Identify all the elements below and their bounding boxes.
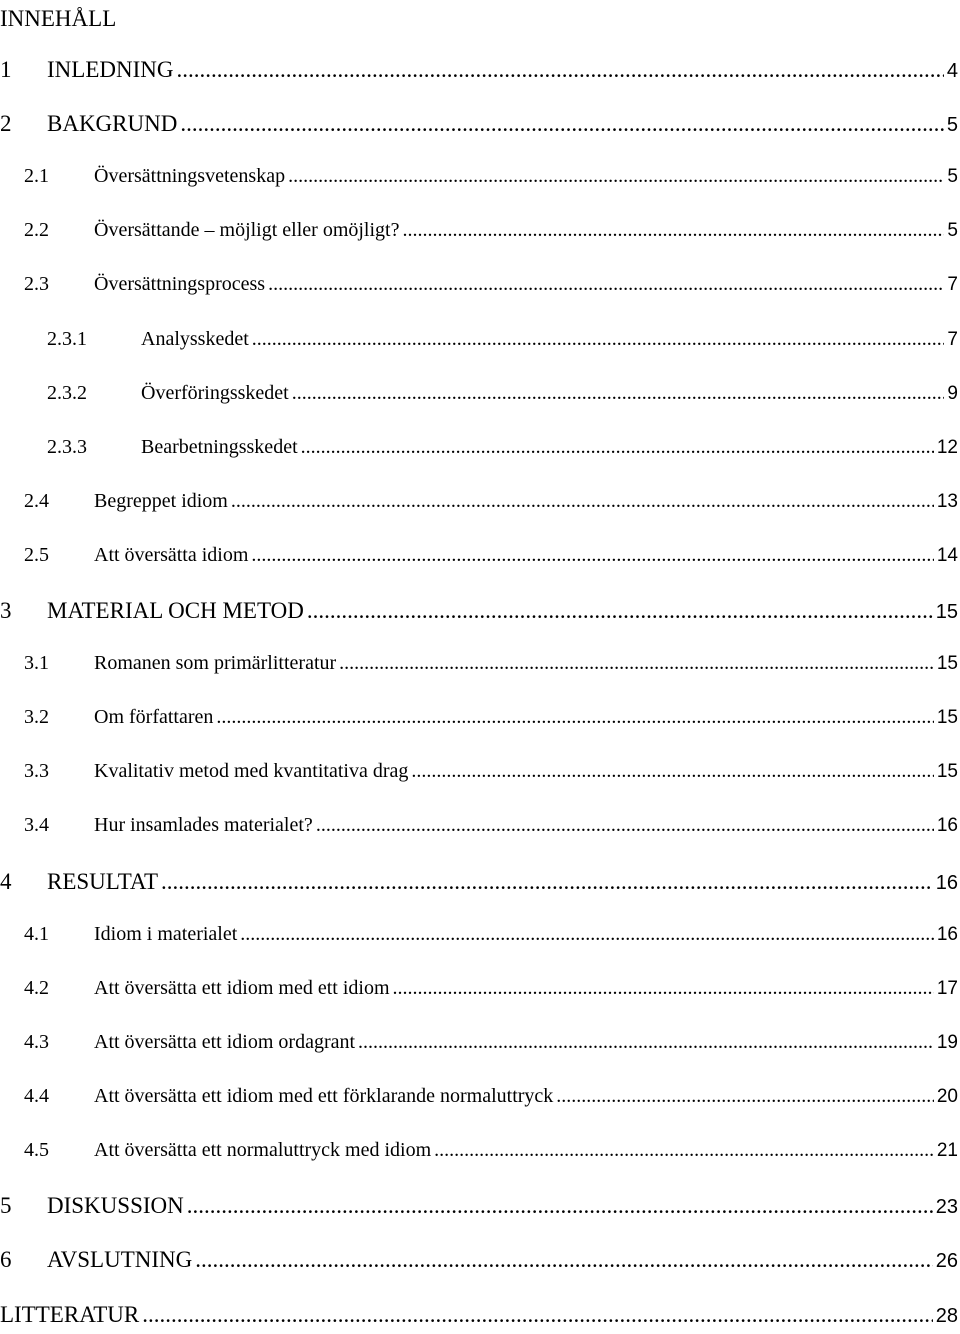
toc-entry-title: BAKGRUND — [47, 111, 178, 136]
toc-entry-title: Översättningsprocess — [94, 273, 266, 295]
toc-entry-leader — [434, 1139, 934, 1162]
toc-entry-number: 1 — [0, 57, 12, 82]
toc-entry-leader — [301, 436, 934, 459]
toc-entry-page: 7 — [947, 329, 958, 350]
toc-entry-leader — [176, 57, 943, 83]
toc-entry-page: 16 — [936, 924, 958, 945]
toc-entry-number: 2.5 — [24, 544, 49, 566]
toc-entry[interactable] — [0, 1193, 958, 1225]
toc-entry-page: 20 — [936, 1086, 958, 1107]
toc-entry[interactable] — [0, 219, 958, 251]
toc-entry-page: 13 — [936, 491, 958, 512]
toc-entry[interactable] — [0, 273, 958, 305]
toc-entry-title: Analysskedet — [141, 328, 249, 350]
toc-entry[interactable] — [0, 869, 958, 901]
toc-entry-title: Begreppet idiom — [94, 490, 228, 512]
toc-entry[interactable] — [0, 1031, 958, 1063]
toc-entry-number: 3.4 — [24, 814, 49, 836]
toc-entry[interactable] — [0, 328, 958, 360]
toc-entry-number: 2.3.1 — [47, 328, 87, 350]
toc-entry-leader — [292, 382, 945, 405]
toc-entry[interactable] — [0, 760, 958, 792]
toc-entry-page: 4 — [946, 60, 958, 82]
toc-entry-title: Översättande – möjligt eller omöjligt? — [94, 219, 400, 241]
toc-entry-references[interactable] — [0, 1302, 958, 1334]
toc-entry-page: 23 — [935, 1196, 958, 1218]
toc-entry-number: 2.3 — [24, 273, 49, 295]
toc-entry-leader — [307, 598, 933, 624]
toc-entry-leader — [187, 1193, 933, 1219]
toc-entry[interactable] — [0, 977, 958, 1009]
toc-entry-title: LITTERATUR — [0, 1302, 140, 1327]
toc-entry-page: 15 — [935, 601, 958, 623]
toc-entry-leader — [216, 706, 933, 729]
toc-entry-page: 15 — [936, 653, 958, 674]
toc-entry[interactable] — [0, 436, 958, 468]
toc-entry-title: MATERIAL OCH METOD — [47, 598, 304, 623]
toc-entry-leader — [252, 328, 945, 351]
toc-entry[interactable] — [0, 706, 958, 738]
toc-entry-number: 4.2 — [24, 977, 49, 999]
toc-entry-title: Idiom i materialet — [94, 923, 238, 945]
toc-entry-page: 5 — [947, 166, 958, 187]
toc-heading: INNEHÅLL — [0, 6, 117, 31]
toc-entry-leader — [231, 490, 934, 513]
toc-entry-title: Att översätta ett idiom med ett idiom — [94, 977, 390, 999]
toc-entry-title: Bearbetningsskedet — [141, 436, 298, 458]
toc-entry-page: 7 — [947, 274, 958, 295]
toc-entry-page: 21 — [936, 1140, 958, 1161]
toc-entry-number: 3.3 — [24, 760, 49, 782]
toc-entry-number: 4.1 — [24, 923, 49, 945]
toc-entry-number: 4 — [0, 869, 12, 894]
toc-entry-number: 2.3.2 — [47, 382, 87, 404]
toc-entry-leader — [268, 273, 944, 296]
toc-entry[interactable] — [0, 1139, 958, 1171]
toc-entry[interactable] — [0, 111, 958, 143]
toc-entry[interactable] — [0, 923, 958, 955]
toc-entry-title: INLEDNING — [47, 57, 174, 82]
toc-entry-page: 26 — [935, 1250, 958, 1272]
toc-entry[interactable] — [0, 57, 958, 89]
toc-entry-leader — [358, 1031, 934, 1054]
toc-entry-number: 5 — [0, 1193, 12, 1218]
toc-entry[interactable] — [0, 598, 958, 630]
toc-entry-leader — [556, 1085, 934, 1108]
toc-entry-leader — [402, 219, 944, 242]
toc-entry[interactable] — [0, 652, 958, 684]
toc-entry-number: 3.1 — [24, 652, 49, 674]
toc-entry-number: 2.1 — [24, 165, 49, 187]
toc-entry-number: 4.5 — [24, 1139, 49, 1161]
toc-entry-leader — [142, 1302, 932, 1328]
toc-entry-number: 4.3 — [24, 1031, 49, 1053]
toc-entry-leader — [180, 111, 944, 137]
toc-entry-number: 3 — [0, 598, 12, 623]
toc-entry-leader — [195, 1247, 933, 1273]
toc-entry-number: 2 — [0, 111, 12, 136]
toc-entry-page: 5 — [947, 220, 958, 241]
toc-entry-number: 2.2 — [24, 219, 49, 241]
toc-entry[interactable] — [0, 490, 958, 522]
toc-entry-page: 5 — [946, 114, 958, 136]
toc-entry-title: Hur insamlades materialet? — [94, 814, 313, 836]
toc-entry-title: Att översätta ett idiom ordagrant — [94, 1031, 356, 1053]
toc-entry-leader — [339, 652, 934, 675]
toc-entry-number: 2.3.3 — [47, 436, 87, 458]
toc-entry[interactable] — [0, 544, 958, 576]
toc-entry-title: Om författaren — [94, 706, 214, 728]
toc-entry[interactable] — [0, 1247, 958, 1279]
toc-entry-title: Romanen som primärlitteratur — [94, 652, 337, 674]
toc-entry[interactable] — [0, 1085, 958, 1117]
toc-entry-title: AVSLUTNING — [47, 1247, 193, 1272]
toc-entry-leader — [411, 760, 934, 783]
toc-entry-title: Överföringsskedet — [141, 382, 289, 404]
toc-entry-leader — [288, 165, 944, 188]
toc-entry-leader — [393, 977, 934, 1000]
toc-entry-title: Kvalitativ metod med kvantitativa drag — [94, 760, 409, 782]
toc-entry-number: 2.4 — [24, 490, 49, 512]
toc-entry-leader — [240, 923, 934, 946]
toc-entry-page: 16 — [936, 815, 958, 836]
toc-entry-title: Översättningsvetenskap — [94, 165, 286, 187]
toc-entry-title: Att översätta ett normaluttryck med idiom — [94, 1139, 432, 1161]
toc-entry-page: 15 — [936, 707, 958, 728]
toc-entry-leader — [161, 869, 933, 895]
toc-entry[interactable] — [0, 382, 958, 414]
toc-entry-leader — [251, 544, 933, 567]
toc-entry-page: 28 — [935, 1305, 958, 1327]
toc-entry-number: 4.4 — [24, 1085, 49, 1107]
toc-entry-page: 17 — [936, 978, 958, 999]
toc-entry-title: Att översätta idiom — [94, 544, 249, 566]
toc-entry-title: DISKUSSION — [47, 1193, 184, 1218]
toc-entry-leader — [316, 814, 934, 837]
toc-entry-page: 15 — [936, 761, 958, 782]
toc-entry-page: 19 — [936, 1032, 958, 1053]
toc-entry-page: 16 — [935, 872, 958, 894]
toc-entry-title: RESULTAT — [47, 869, 159, 894]
toc-entry-title: Att översätta ett idiom med ett förklarande normaluttryck — [94, 1085, 554, 1107]
toc-entry-number: 3.2 — [24, 706, 49, 728]
toc-entry-page: 9 — [947, 383, 958, 404]
toc-entry-page: 12 — [936, 437, 958, 458]
toc-entry[interactable] — [0, 814, 958, 846]
toc-entry[interactable] — [0, 165, 958, 197]
toc-entry-number: 6 — [0, 1247, 12, 1272]
toc-entry-page: 14 — [936, 545, 958, 566]
